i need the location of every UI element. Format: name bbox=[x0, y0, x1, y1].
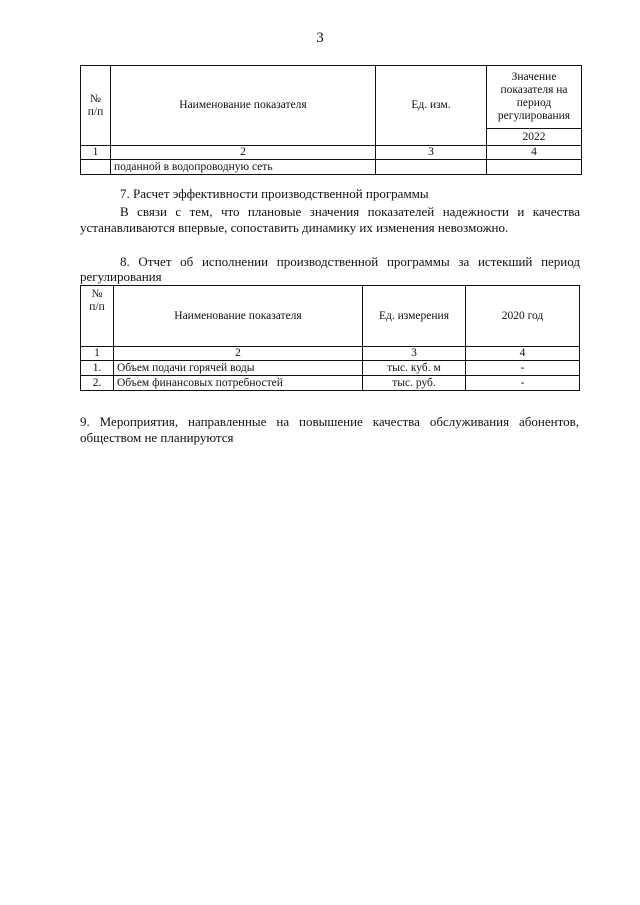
header-year: 2020 год bbox=[466, 286, 580, 347]
section7-text-line2: устанавливаются впервые, сопоставить динамику их изменения невозможно. bbox=[80, 220, 509, 235]
section9-text-line1: 9. Мероприятия, направленные на повышение качества обслуживания абонентов, bbox=[80, 414, 579, 429]
section8-heading-line2: регулирования bbox=[80, 269, 162, 284]
table-row bbox=[81, 160, 582, 175]
row-unit bbox=[376, 160, 487, 175]
section7-text-line1: В связи с тем, что плановые значения показателей надежности и качества bbox=[120, 204, 580, 219]
header-year: 2022 bbox=[487, 129, 582, 146]
row-num: 2. bbox=[81, 376, 114, 391]
section7-heading: 7. Расчет эффективности производственной программы bbox=[120, 186, 429, 201]
index-cell: 4 bbox=[466, 347, 580, 361]
report-table-2020 bbox=[80, 285, 580, 391]
header-unit: Ед. изм. bbox=[376, 66, 487, 146]
header-value: Значение показателя на период регулирования bbox=[487, 66, 582, 129]
index-cell: 2 bbox=[111, 146, 376, 160]
section8-heading-line1: 8. Отчет об исполнении производственной программы за истекший период bbox=[120, 254, 580, 269]
header-num: № п/п bbox=[81, 66, 111, 146]
index-cell: 4 bbox=[487, 146, 582, 160]
header-name: Наименование показателя bbox=[114, 286, 363, 347]
row-num bbox=[81, 160, 111, 175]
page-number: 3 bbox=[316, 30, 324, 46]
section9-text-line2: обществом не планируются bbox=[80, 430, 234, 445]
row-name: Объем подачи горячей воды bbox=[114, 361, 363, 376]
row-unit: тыс. куб. м bbox=[363, 361, 466, 376]
index-row bbox=[81, 347, 580, 361]
row-name: поданной в водопроводную сеть bbox=[111, 160, 376, 175]
row-value: - bbox=[466, 376, 580, 391]
index-cell: 1 bbox=[81, 347, 114, 361]
indicator-table-2022 bbox=[80, 65, 582, 175]
row-value: - bbox=[466, 361, 580, 376]
index-cell: 1 bbox=[81, 146, 111, 160]
index-row bbox=[81, 146, 582, 160]
header-name: Наименование показателя bbox=[111, 66, 376, 146]
header-unit: Ед. измерения bbox=[363, 286, 466, 347]
row-value bbox=[487, 160, 582, 175]
header-num: № п/п bbox=[81, 286, 114, 347]
row-num: 1. bbox=[81, 361, 114, 376]
table-row bbox=[81, 361, 580, 376]
row-unit: тыс. руб. bbox=[363, 376, 466, 391]
table-row bbox=[81, 376, 580, 391]
index-cell: 3 bbox=[363, 347, 466, 361]
index-cell: 2 bbox=[114, 347, 363, 361]
row-name: Объем финансовых потребностей bbox=[114, 376, 363, 391]
index-cell: 3 bbox=[376, 146, 487, 160]
